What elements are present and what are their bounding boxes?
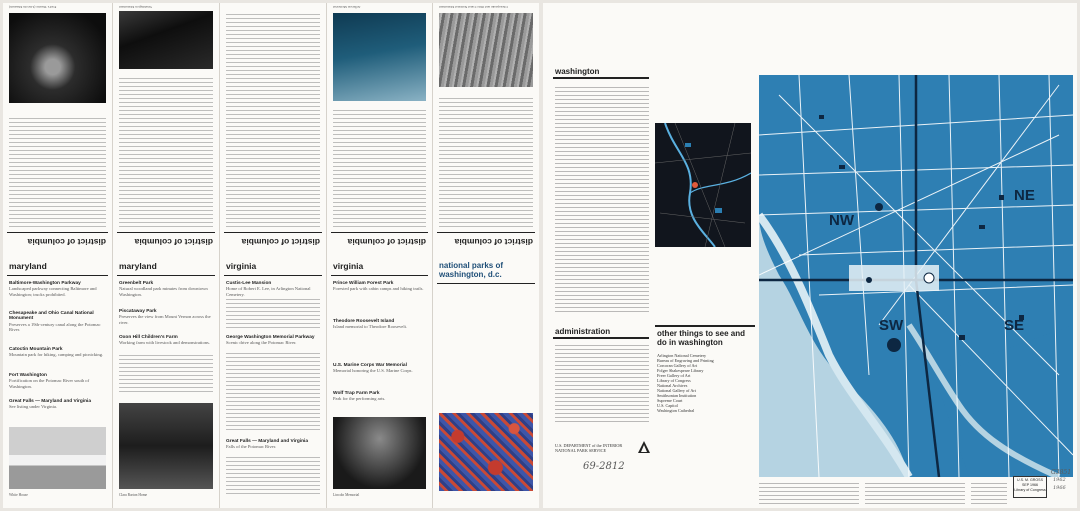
park-name: Wolf Trap Farm Park — [333, 391, 380, 396]
pencil-note: G3851 — [1051, 469, 1072, 476]
park-text: See listing under Virginia. — [9, 404, 58, 410]
park-entry — [226, 439, 320, 450]
park-text: Working farm with livestock and demonstrations. — [119, 340, 210, 346]
park-text: Scenic drive along the Potomac River. — [226, 340, 297, 346]
photo-caption: Ford's Theatre (Lincoln Museum) — [9, 5, 57, 9]
park-name: Baltimore-Washington Parkway — [9, 281, 81, 286]
flipped-panel — [327, 3, 432, 253]
photo-caption: Lincoln Memorial — [333, 493, 360, 497]
text-block — [119, 355, 213, 395]
park-text: Landscaped parkway connecting Baltimore and Washington; trucks prohibited. — [9, 286, 97, 297]
divider — [224, 275, 322, 276]
lincoln-memorial-photo — [333, 417, 426, 489]
arrowhead-logo — [638, 441, 650, 453]
divider — [7, 275, 108, 276]
list-item: Washington Cathedral — [657, 408, 695, 413]
divider — [117, 232, 215, 233]
divider — [224, 232, 322, 233]
agency-line: NATIONAL PARK SERVICE — [555, 448, 607, 453]
administration-text — [555, 345, 649, 425]
lower-panel — [220, 255, 326, 508]
list-item: Bureau of Engraving and Printing — [657, 358, 714, 363]
park-entry — [333, 319, 426, 330]
quadrant-se: SE — [1004, 317, 1025, 334]
park-name: Prince William Forest Park — [333, 281, 394, 286]
park-text: Island memorial to Theodore Roosevelt. — [333, 324, 408, 330]
divider — [553, 77, 649, 79]
text-block — [119, 77, 213, 227]
washington-heading: washington — [555, 67, 600, 76]
administration-heading: administration — [555, 327, 611, 336]
park-entry — [333, 281, 426, 292]
park-text: Natural woodland park minutes from downtown Washington. — [119, 286, 208, 297]
list-item: Folger Shakespeare Library — [657, 368, 704, 373]
photo-caption: Washington Monument — [119, 5, 152, 9]
list-item: National Gallery of Art — [657, 388, 696, 393]
lower-panel — [433, 255, 539, 508]
flipped-panel — [220, 3, 326, 253]
left-sheet — [3, 3, 539, 508]
column-4 — [327, 3, 433, 508]
flipped-title: district of columbia — [27, 237, 106, 247]
stamp-line: SEP 1966 — [1021, 483, 1039, 487]
attraction-list-a — [759, 483, 859, 505]
park-text: Preserves the view from Mount Vernon across the river. — [119, 314, 211, 325]
text-block — [439, 95, 533, 227]
park-entry — [226, 335, 320, 346]
divider — [437, 232, 535, 233]
divider — [117, 275, 215, 276]
park-entry — [9, 373, 106, 389]
photo-caption: Jefferson Memorial — [333, 5, 361, 9]
divider — [331, 232, 428, 233]
list-item: National Archives — [657, 383, 688, 388]
park-entry — [119, 281, 213, 297]
text-block — [9, 117, 106, 227]
park-name: Custis-Lee Mansion — [226, 281, 272, 286]
monument-photo — [119, 11, 213, 69]
stamp-line: U.S. M. GROSS — [1017, 478, 1043, 482]
park-name: Greenbelt Park — [119, 281, 154, 286]
park-name: Theodore Roosevelt Island — [333, 319, 395, 324]
lower-panel — [3, 255, 112, 508]
park-entry — [9, 347, 106, 358]
divider — [331, 275, 428, 276]
column-1 — [3, 3, 113, 508]
text-block — [333, 109, 426, 227]
agency-line: U.S. DEPARTMENT of the INTERIOR — [555, 443, 623, 448]
park-text: Forested park with cabin camps and hiking trails. — [333, 286, 424, 292]
pencil-note: 1962 — [1053, 477, 1066, 483]
brochure-title: national parks of washington, d.c. — [439, 261, 504, 279]
park-entry — [333, 363, 426, 374]
park-entry — [9, 399, 106, 410]
photo-caption: Clara Barton Home — [119, 493, 148, 497]
flipped-panel — [113, 3, 219, 253]
park-entry — [9, 281, 106, 297]
park-name: Piscataway Park — [119, 309, 157, 314]
white-house-photo — [9, 427, 106, 489]
canal-photo — [439, 13, 533, 87]
park-text: Fortification on the Potomac River south of Washington. — [9, 378, 90, 389]
list-item: Library of Congress — [657, 378, 691, 383]
park-name: U.S. Marine Corps War Memorial — [333, 363, 407, 368]
park-name: Chesapeake and Ohio Canal National Monument — [9, 311, 94, 322]
flipped-panel — [3, 3, 112, 253]
text-block — [226, 457, 320, 497]
stamp-line: Library of Congress — [1014, 488, 1046, 492]
jefferson-memorial-photo — [333, 13, 426, 101]
text-block — [226, 13, 320, 227]
park-entry — [119, 335, 213, 346]
park-name: Great Falls — Maryland and Virginia — [226, 439, 309, 444]
state-heading: maryland — [119, 261, 157, 271]
flipped-title: district of columbia — [134, 237, 213, 247]
divider — [655, 325, 755, 327]
park-name: Fort Washington — [9, 373, 47, 378]
quadrant-sw: SW — [879, 317, 904, 334]
divider — [7, 232, 108, 233]
column-3 — [220, 3, 327, 508]
list-item: Corcoran Gallery of Art — [657, 363, 698, 368]
attraction-list-b — [865, 483, 965, 505]
park-name: George Washington Memorial Parkway — [226, 335, 315, 340]
park-name: Great Falls — Maryland and Virginia — [9, 399, 92, 404]
divider — [437, 283, 535, 284]
divider — [553, 337, 649, 339]
park-entry — [333, 391, 426, 402]
library-stamp — [1013, 476, 1047, 498]
flipped-panel — [433, 3, 539, 253]
flipped-title: district of columbia — [241, 237, 320, 247]
column-2 — [113, 3, 220, 508]
lower-panel — [113, 255, 219, 508]
park-text: Preserves a 19th-century canal along the Potomac River. — [9, 321, 101, 333]
flipped-title: district of columbia — [347, 237, 426, 247]
state-heading: maryland — [9, 261, 47, 271]
attraction-list-c — [971, 483, 1007, 505]
park-text: Mountain park for hiking, camping and picnicking. — [9, 352, 104, 358]
park-text: Home of Robert E. Lee, in Arlington National Cemetery. — [226, 286, 311, 297]
flipped-title: district of columbia — [454, 237, 533, 247]
list-item: Freer Gallery of Art — [657, 373, 691, 378]
photo-caption: Chesapeake and Ohio Canal National Monument — [439, 5, 508, 9]
quadrant-ne: NE — [1014, 187, 1035, 204]
park-entry — [226, 281, 320, 297]
pencil-note: 69-2812 — [583, 461, 625, 472]
washington-map — [759, 75, 1073, 477]
park-text: Park for the performing arts. — [333, 396, 386, 402]
state-heading: virginia — [333, 261, 364, 271]
park-text: Falls of the Potomac River. — [226, 444, 277, 450]
regional-inset-map — [655, 123, 751, 247]
quadrant-nw: NW — [829, 212, 854, 229]
agency-credit — [555, 443, 635, 453]
park-name: Oxon Hill Children's Farm — [119, 335, 178, 340]
list-item: U.S. Capitol — [657, 403, 678, 408]
lower-panel — [327, 255, 432, 508]
other-things-heading: other things to see and do in washington — [657, 329, 746, 347]
list-item: Arlington National Cemetery — [657, 353, 707, 358]
text-block — [226, 299, 320, 329]
pencil-note: 1966 — [1053, 485, 1066, 491]
theatre-photo — [9, 13, 106, 103]
list-item: Supreme Court — [657, 398, 683, 403]
park-name: Catoctin Mountain Park — [9, 347, 63, 352]
text-block — [226, 353, 320, 433]
photo-caption: White House — [9, 493, 28, 497]
cover-mosaic — [439, 413, 533, 491]
state-heading: virginia — [226, 261, 257, 271]
park-entry — [9, 311, 106, 333]
park-text: Memorial honoring the U.S. Marine Corps. — [333, 368, 413, 374]
column-5 — [433, 3, 539, 508]
right-sheet — [543, 3, 1077, 508]
washington-text — [555, 87, 649, 315]
park-entry — [119, 309, 213, 325]
other-things-list — [657, 353, 755, 413]
list-item: Smithsonian Institution — [657, 393, 697, 398]
clara-barton-photo — [119, 403, 213, 489]
